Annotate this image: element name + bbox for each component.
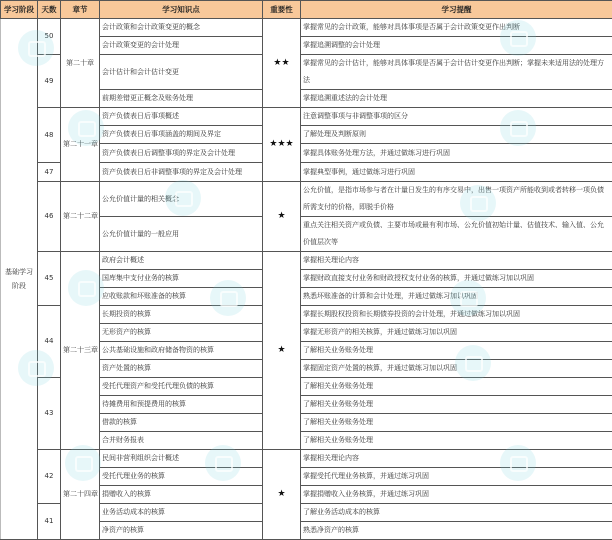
study-tip: 掌握常见的会计估计，能够对具体事项是否属于会计估计变更作出判断；掌握未来适用法的处理方法 [301, 55, 612, 90]
day-cell-45: 45 [38, 252, 61, 306]
knowledge-point: 政府会计概述 [100, 252, 263, 270]
chapter-cell-24: 第二十四章 [61, 450, 100, 540]
importance-cell-22 [263, 182, 301, 252]
study-tip: 掌握典型事例，通过做练习进行巩固 [301, 163, 612, 182]
study-tip: 了解相关业务账务处理 [301, 378, 612, 396]
study-tip: 重点关注相关资产或负债、主要市场或最有利市场、公允价值初始计量、估值技术、输入值、公允价值层次等 [301, 217, 612, 252]
table-row [1, 450, 612, 468]
study-tip: 掌握追溯重述法的会计处理 [301, 90, 612, 108]
knowledge-point: 会计政策和会计政策变更的概念 [100, 19, 263, 37]
stage-cell [1, 19, 38, 540]
table-row [1, 252, 612, 270]
study-tip: 掌握长期股权投资和长期债券投资的会计处理，并通过做练习加以巩固 [301, 306, 612, 324]
day-cell-47: 47 [38, 163, 61, 182]
day-cell-48: 48 [38, 108, 61, 163]
table-row [1, 19, 612, 37]
header-study-tip: 学习提醒 [301, 1, 612, 19]
knowledge-point: 净资产的核算 [100, 522, 263, 540]
knowledge-point: 公允价值计量的相关概念 [100, 182, 263, 217]
header-days: 天数 [38, 1, 61, 19]
stage-label: 基础学习阶段 [5, 268, 33, 290]
knowledge-point: 公共基础设施和政府储备物资的核算 [100, 342, 263, 360]
knowledge-point: 业务活动成本的核算 [100, 504, 263, 522]
study-tip: 掌握具体账务处理方法，并通过做练习进行巩固 [301, 144, 612, 163]
knowledge-point: 长期投资的核算 [100, 306, 263, 324]
knowledge-point: 会计政策变更的会计处理 [100, 37, 263, 55]
day-cell-46: 46 [38, 182, 61, 252]
day-cell-43: 43 [38, 378, 61, 450]
study-tip: 了解相关业务账务处理 [301, 432, 612, 450]
knowledge-point: 资产负债表日后事项涵盖的期间及界定 [100, 126, 263, 144]
knowledge-point: 资产负债表日后调整事项的界定及会计处理 [100, 144, 263, 163]
importance-stars: ★ [277, 211, 285, 221]
study-tip: 了解相关业务账务处理 [301, 414, 612, 432]
knowledge-point: 借款的核算 [100, 414, 263, 432]
knowledge-point: 公允价值计量的一般应用 [100, 217, 263, 252]
study-tip: 掌握相关理论内容 [301, 252, 612, 270]
knowledge-point: 资产负债表日后非调整事项的界定及会计处理 [100, 163, 263, 182]
study-tip: 掌握相关理论内容 [301, 450, 612, 468]
study-tip: 掌握捐赠收入业务核算，并通过练习巩固 [301, 486, 612, 504]
day-cell-42: 42 [38, 450, 61, 504]
study-tip: 熟悉坏账准备的计算和会计处理，并通过做练习加以巩固 [301, 288, 612, 306]
importance-cell-23 [263, 252, 301, 450]
chapter-cell-21: 第二十一章 [61, 108, 100, 182]
knowledge-point: 捐赠收入的核算 [100, 486, 263, 504]
knowledge-point: 民间非营利组织会计概述 [100, 450, 263, 468]
study-tip: 公允价值，是指市场参与者在计量日发生的有序交易中，出售一项资产所能收到或者转移一项负债所需支付的价格，即脱手价格 [301, 182, 612, 217]
study-tip: 掌握固定资产处置的核算，并通过做练习加以巩固 [301, 360, 612, 378]
study-tip: 了解业务活动成本的核算 [301, 504, 612, 522]
importance-stars: ★★ [273, 58, 289, 68]
importance-stars: ★★★ [269, 139, 293, 149]
table-header-row [1, 1, 612, 19]
knowledge-point: 资产负债表日后事项概述 [100, 108, 263, 126]
knowledge-point: 无形资产的核算 [100, 324, 263, 342]
knowledge-point: 待摊费用和预提费用的核算 [100, 396, 263, 414]
importance-stars: ★ [277, 345, 285, 355]
header-importance: 重要性 [263, 1, 301, 19]
importance-cell-20 [263, 19, 301, 108]
study-tip: 注意调整事项与非调整事项的区分 [301, 108, 612, 126]
chapter-cell-22: 第二十二章 [61, 182, 100, 252]
table-row [1, 108, 612, 126]
day-cell-44: 44 [38, 306, 61, 378]
study-tip: 了解处理及判断原则 [301, 126, 612, 144]
importance-cell-24 [263, 450, 301, 540]
table-row [1, 182, 612, 217]
study-tip: 掌握追溯调整的会计处理 [301, 37, 612, 55]
knowledge-point: 前期差错更正概念及账务处理 [100, 90, 263, 108]
chapter-cell-20: 第二十章 [61, 19, 100, 108]
chapter-cell-23: 第二十三章 [61, 252, 100, 450]
knowledge-point: 国库集中支付业务的核算 [100, 270, 263, 288]
day-cell-50: 50 [38, 19, 61, 55]
knowledge-point: 会计估计和会计估计变更 [100, 55, 263, 90]
importance-cell-21 [263, 108, 301, 182]
knowledge-point: 受托代理业务的核算 [100, 468, 263, 486]
knowledge-point: 受托代理资产和受托代理负债的核算 [100, 378, 263, 396]
study-tip: 掌握财政直接支付业务和财政授权支付业务的核算，并通过做练习加以巩固 [301, 270, 612, 288]
knowledge-point: 资产处置的核算 [100, 360, 263, 378]
study-tip: 掌握受托代理业务核算，并通过练习巩固 [301, 468, 612, 486]
importance-stars: ★ [277, 489, 285, 499]
knowledge-point: 合并财务报表 [100, 432, 263, 450]
study-tip: 熟悉净资产的核算 [301, 522, 612, 540]
study-tip: 掌握无形资产的相关核算，并通过做练习加以巩固 [301, 324, 612, 342]
study-tip: 掌握常见的会计政策，能够对具体事项是否属于会计政策变更作出判断 [301, 19, 612, 37]
header-stage: 学习阶段 [1, 1, 38, 19]
study-tip: 了解相关业务账务处理 [301, 342, 612, 360]
knowledge-point: 应收账款和坏账准备的核算 [100, 288, 263, 306]
day-cell-41: 41 [38, 504, 61, 540]
header-knowledge-point: 学习知识点 [100, 1, 263, 19]
study-tip: 了解相关业务账务处理 [301, 396, 612, 414]
header-chapter: 章节 [61, 1, 100, 19]
day-cell-49: 49 [38, 55, 61, 108]
